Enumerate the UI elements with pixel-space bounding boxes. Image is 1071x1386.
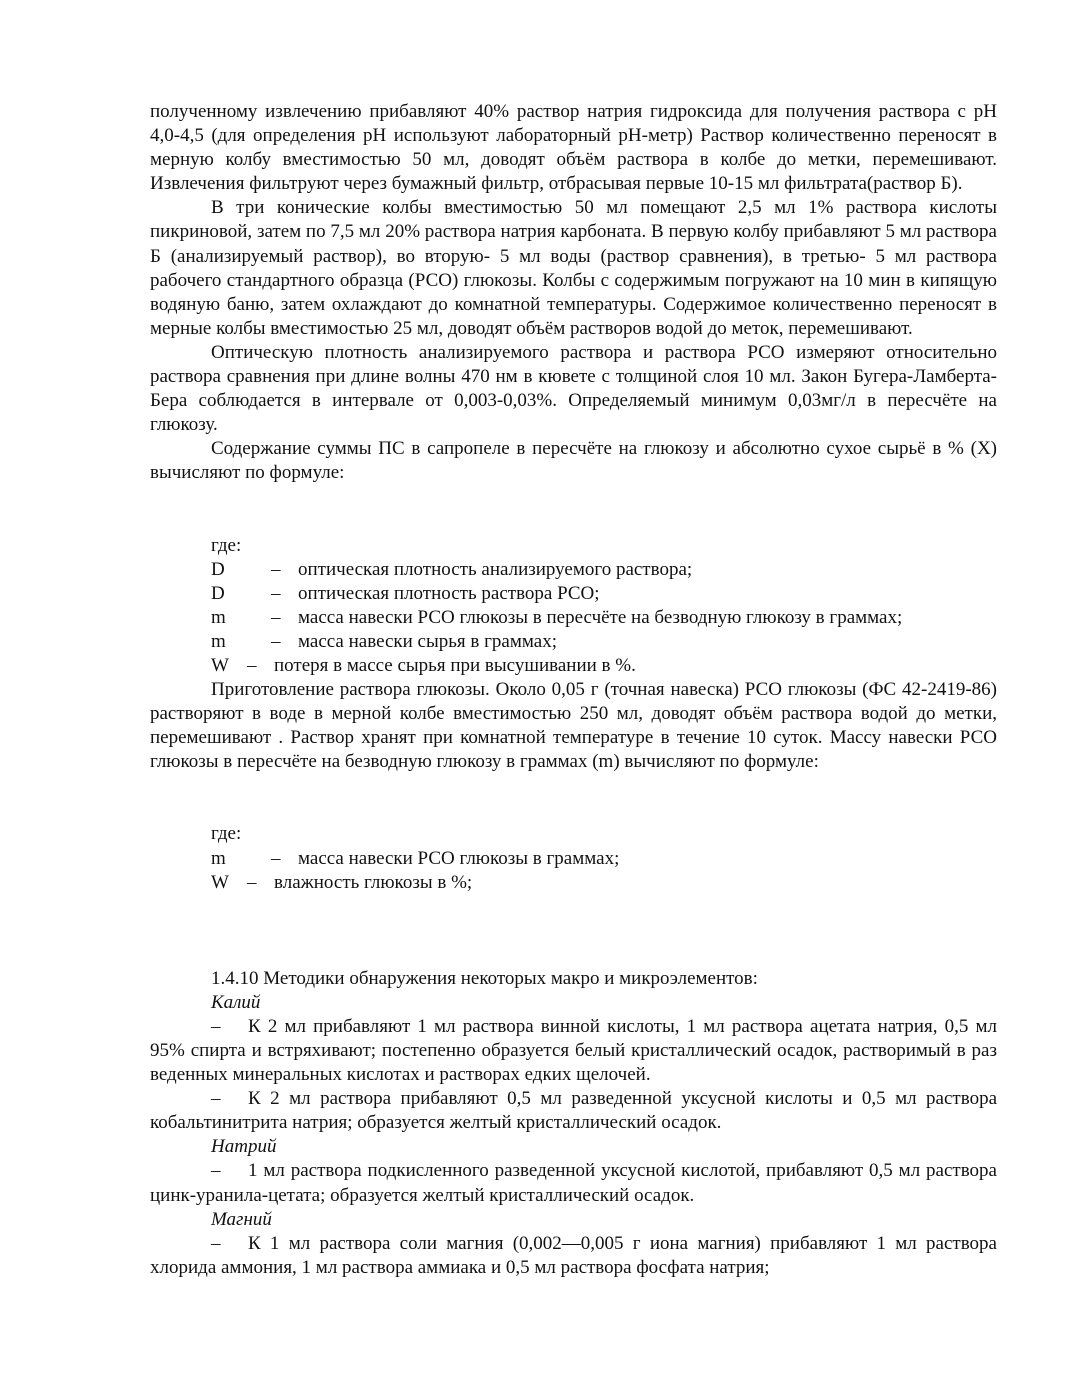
procedure-item bbox=[150, 1015, 997, 1087]
where-label: где: bbox=[211, 823, 242, 845]
procedure-text: 1 мл раствора подкисленного разведенной уксусной кислотой, прибавляют 0,5 мл раствора цинк-уранила-цетата; образуется желтый кристаллический осадок. bbox=[150, 1160, 997, 1206]
variable-definition bbox=[150, 654, 997, 678]
section-heading: 1.4.10 Методики обнаружения некоторых макро и микроэлементов: bbox=[211, 967, 758, 989]
subsection-title-potassium: Калий bbox=[211, 991, 261, 1013]
variable-definition bbox=[150, 847, 997, 871]
procedure-item bbox=[150, 1087, 997, 1135]
dash: – bbox=[211, 1015, 221, 1037]
variable-symbol: D bbox=[211, 582, 225, 604]
dash: – bbox=[271, 582, 281, 604]
spacer bbox=[150, 895, 997, 967]
procedure-item bbox=[150, 1232, 997, 1280]
dash: – bbox=[247, 871, 257, 893]
variable-description: оптическая плотность анализируемого раствора; bbox=[298, 558, 693, 580]
procedure-text: К 1 мл раствора соли магния (0,002—0,005 г иона магния) прибавляют 1 мл раствора хлорида аммония, 1 мл раствора аммиака и 0,5 мл раствора фосфата натрия; bbox=[150, 1232, 997, 1278]
paragraph: полученному извлечению прибавляют 40% раствор натрия гидроксида для получения раствора с pH 4,0-4,5 (для определения pH используют лабораторный pH-метр) Раствор количественно переносят в мерную колбу вместимостью 50 мл, доводят объём раствора в колбе до метки, перемешивают. Извлечения фильтруют через бумажный фильтр, отбрасывая первые 10-15 мл фильтрата(раствор Б). bbox=[150, 101, 997, 195]
paragraph: Приготовление раствора глюкозы. Около 0,05 г (точная навеска) РСО глюкозы (ФС 42-2419-86) растворяют в воде в мерной колбе вместимостью 250 мл, доводят объём раствора водой до метки, перемешивают . Раствор хранят при комнатной температуре в течение 10 суток. Массу навески РСО глюкозы в пересчёте на безводную глюкозу в граммах (m) вычисляют по формуле: bbox=[150, 679, 997, 773]
variable-definition bbox=[150, 606, 997, 630]
document-page bbox=[150, 100, 997, 1280]
dash: – bbox=[271, 630, 281, 652]
dash: – bbox=[211, 1232, 221, 1254]
variable-definition bbox=[150, 582, 997, 606]
variable-symbol: W bbox=[211, 654, 229, 676]
variable-description: влажность глюкозы в %; bbox=[274, 871, 473, 893]
paragraph: Оптическую плотность анализируемого раствора и раствора РСО измеряют относительно раствора сравнения при длине волны 470 нм в кювете с толщиной слоя 10 мл. Закон Бугера-Ламберта-Бера соблюдается в интервале от 0,003-0,03%. Определяемый минимум 0,03мг/л в пересчёте на глюкозу. bbox=[150, 341, 997, 436]
formula-placeholder bbox=[150, 774, 997, 822]
dash: – bbox=[211, 1088, 221, 1110]
variable-symbol: W bbox=[211, 871, 229, 893]
variable-description: масса навески РСО глюкозы в пересчёте на безводную глюкозу в граммах; bbox=[298, 606, 903, 628]
variable-definition bbox=[150, 871, 997, 895]
procedure-text: К 2 мл раствора прибавляют 0,5 мл разведенной уксусной кислоты и 0,5 мл раствора кобальтинитрита натрия; образуется желтый кристаллический осадок. bbox=[150, 1088, 997, 1134]
variable-description: оптическая плотность раствора РСО; bbox=[298, 582, 600, 604]
dash: – bbox=[271, 558, 281, 580]
variable-definition bbox=[150, 630, 997, 654]
dash: – bbox=[247, 654, 257, 676]
paragraph: Содержание суммы ПС в сапропеле в пересчёте на глюкозу и абсолютно сухое сырьё в % (X) вычисляют по формуле: bbox=[150, 438, 997, 484]
variable-definition bbox=[150, 558, 997, 582]
variable-symbol: D bbox=[211, 558, 225, 580]
dash: – bbox=[211, 1160, 221, 1182]
subsection-title-sodium: Натрий bbox=[211, 1136, 277, 1158]
dash: – bbox=[271, 847, 281, 869]
variable-description: потеря в массе сырья при высушивании в %. bbox=[274, 654, 636, 676]
procedure-item bbox=[150, 1159, 997, 1207]
variable-symbol: m bbox=[211, 847, 226, 869]
variable-description: масса навески РСО глюкозы в граммах; bbox=[298, 847, 620, 869]
variable-symbol: m bbox=[211, 630, 226, 652]
formula-placeholder bbox=[150, 486, 997, 534]
where-label: где: bbox=[211, 534, 242, 556]
variable-symbol: m bbox=[211, 606, 226, 628]
paragraph: В три конические колбы вместимостью 50 мл помещают 2,5 мл 1% раствора кислоты пикриновой, затем по 7,5 мл 20% раствора натрия карбоната. В первую колбу прибавляют 5 мл раствора Б (анализируемый раствор), во вторую- 5 мл воды (раствор сравнения), в третью- 5 мл раствора рабочего стандартного образца (РСО) глюкозы. Колбы с содержимым погружают на 10 мин в кипящую водяную баню, затем охлаждают до комнатной температуры. Содержимое количественно переносят в мерные колбы вместимостью 25 мл, доводят объём растворов водой до меток, перемешивают. bbox=[150, 197, 997, 339]
subsection-title-magnesium: Магний bbox=[211, 1208, 272, 1230]
procedure-text: К 2 мл прибавляют 1 мл раствора винной кислоты, 1 мл раствора ацетата натрия, 0,5 мл 95% спирта и встряхивают; постепенно образуется белый кристаллический осадок, растворимый в раз веденных минеральных кислотах и растворах едких щелочей. bbox=[150, 1015, 997, 1086]
variable-description: масса навески сырья в граммах; bbox=[298, 630, 557, 652]
dash: – bbox=[271, 606, 281, 628]
